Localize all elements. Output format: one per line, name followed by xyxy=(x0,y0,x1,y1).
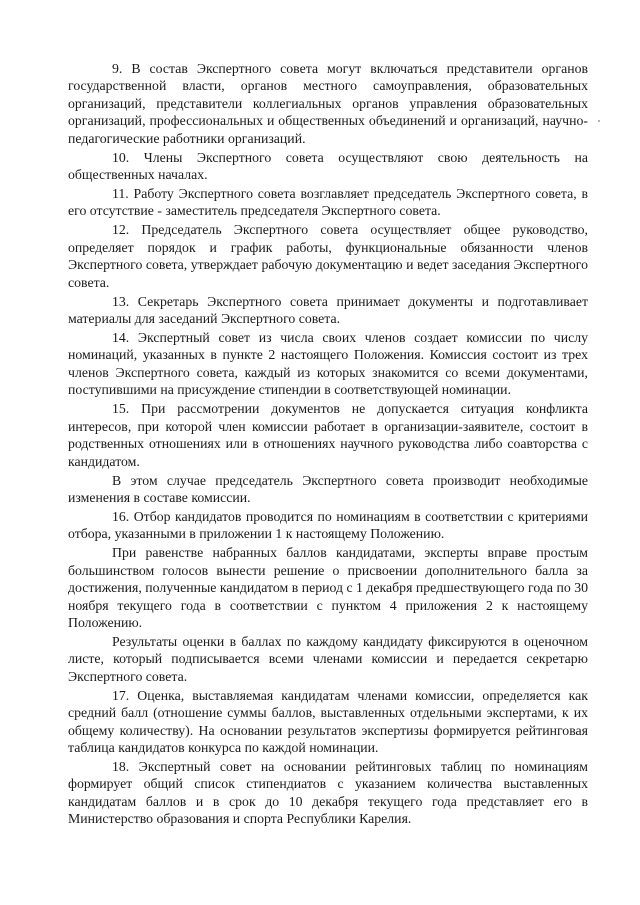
scan-speck-mark xyxy=(598,120,600,122)
paragraph-18: 18. Экспертный совет на основании рейтинговых таблиц по номинациям формирует общий список стипендиатов с указанием количества выставленных кандидатам баллов и в срок до 10 декабря текущего года представляет его в Министерство образования и спорта Республики Карелия. xyxy=(68,758,588,827)
paragraph-16-results: Результаты оценки в баллах по каждому кандидату фиксируются в оценочном листе, который подписывается всеми членами комиссии и передается секретарю Экспертного совета. xyxy=(68,633,588,684)
paragraph-13: 13. Секретарь Экспертного совета принимает документы и подготавливает материалы для заседаний Экспертного совета. xyxy=(68,293,588,327)
paragraph-15: 15. При рассмотрении документов не допускается ситуация конфликта интересов, при которой член комиссии работает в организации-заявителе, состоит в родственных отношениях или в отношениях научного руководства либо соавторства с кандидатом. xyxy=(68,401,588,469)
paragraph-17: 17. Оценка, выставляемая кандидатам членами комиссии, определяется как средний балл (отношение суммы баллов, выставленных отдельными экспертами, к их общему количеству). На основании результатов экспертизы формируется рейтинговая таблица кандидатов конкурса по каждой номинации. xyxy=(68,687,588,755)
paragraph-9: 9. В состав Экспертного совета могут включаться представители органов государственной власти, органов местного самоуправления, образовательных организаций, представители коллегиальных органов управления образовательных организаций, профессиональных и общественных объединений и организаций, научно-педагогические работники организаций. xyxy=(68,61,588,146)
paragraph-10: 10. Члены Экспертного совета осуществляют свою деятельность на общественных началах. xyxy=(68,149,588,183)
paragraph-15-continuation: В этом случае председатель Экспертного совета производит необходимые изменения в составе комиссии. xyxy=(68,472,588,505)
document-body xyxy=(68,60,588,829)
paragraph-16-equal-scores: При равенстве набранных баллов кандидатами, эксперты вправе простым большинством голосов вынести решение о присвоении дополнительного балла за достижения, полученные кандидатом в период с 1 декабря предшествующего года по 30 ноября текущего года в соответствии с пунктом 4 приложения 2 к настоящему Положению. xyxy=(68,545,588,630)
paragraph-14: 14. Экспертный совет из числа своих членов создает комиссии по числу номинаций, указанных в пункте 2 настоящего Положения. Комиссия состоит из трех членов Экспертного совета, каждый из которых знакомится со всеми документами, поступившими на присуждение стипендии в соответствующей номинации. xyxy=(68,330,588,398)
paragraph-11: 11. Работу Экспертного совета возглавляет председатель Экспертного совета, в его отсутствие - заместитель председателя Экспертного совета. xyxy=(68,186,588,219)
paragraph-12: 12. Председатель Экспертного совета осуществляет общее руководство, определяет порядок и график работы, функциональные обязанности членов Экспертного совета, утверждает рабочую документацию и ведет заседания Экспертного совета. xyxy=(68,222,588,290)
paragraph-16: 16. Отбор кандидатов проводится по номинациям в соответствии с критериями отбора, указанными в приложении 1 к настоящему Положению. xyxy=(68,508,588,542)
